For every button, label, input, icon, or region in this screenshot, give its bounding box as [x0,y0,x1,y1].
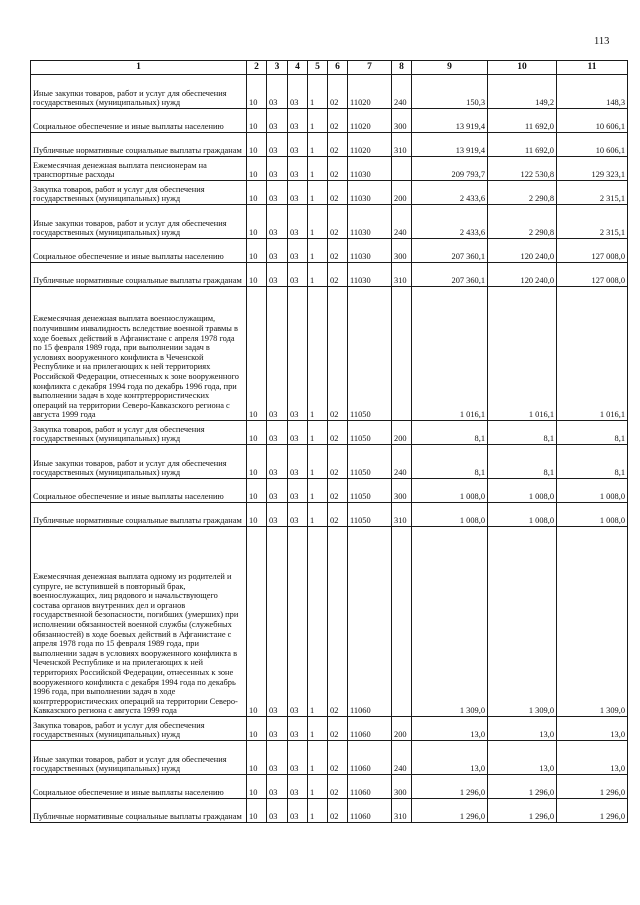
subsection-code: 03 [267,157,288,181]
subprogram-code: 1 [308,503,328,527]
program-code: 03 [288,109,308,133]
section-code: 10 [247,157,267,181]
amount-year-2: 11 692,0 [488,109,557,133]
subsection-code: 03 [267,109,288,133]
section-code: 10 [247,717,267,741]
amount-year-2: 13,0 [488,717,557,741]
item-name: Социальное обеспечение и иные выплаты населению [31,109,247,133]
measure-code: 02 [328,527,348,717]
expense-type-code [392,157,412,181]
amount-year-2: 8,1 [488,445,557,479]
amount-year-1: 13 919,4 [412,133,488,157]
expense-type-code: 300 [392,239,412,263]
table-body [31,75,628,823]
amount-year-3: 8,1 [557,445,628,479]
subprogram-code: 1 [308,799,328,823]
measure-code: 02 [328,775,348,799]
header-col-4: 4 [288,61,308,75]
measure-code: 02 [328,75,348,109]
expense-type-code: 310 [392,263,412,287]
program-code: 03 [288,421,308,445]
table-row [31,445,628,479]
item-name: Иные закупки товаров, работ и услуг для обеспечения государственных (муниципальных) нужд [31,75,247,109]
amount-year-2: 1 309,0 [488,527,557,717]
item-name: Публичные нормативные социальные выплаты гражданам [31,133,247,157]
amount-year-2: 1 016,1 [488,287,557,421]
direction-code: 11030 [348,181,392,205]
amount-year-2: 120 240,0 [488,263,557,287]
header-col-9: 9 [412,61,488,75]
subsection-code: 03 [267,181,288,205]
subsection-code: 03 [267,527,288,717]
direction-code: 11020 [348,133,392,157]
amount-year-3: 10 606,1 [557,109,628,133]
subsection-code: 03 [267,263,288,287]
subprogram-code: 1 [308,717,328,741]
section-code: 10 [247,287,267,421]
item-name: Иные закупки товаров, работ и услуг для обеспечения государственных (муниципальных) нужд [31,205,247,239]
item-name: Ежемесячная денежная выплата военнослужащим, получившим инвалидность вследствие военной травмы в ходе боевых действий в Афганистане с апреля 1978 года по 15 февраля 1989 года, при выполнении задач в условиях вооруженного конфликта в Чеченской Республике и на прилегающих к ней территориях Российской Федерации, отнесенных к зоне вооруженного конфликта с декабря 1994 года по декабрь 1996 года, при выполнении задач в ходе контртеррористических операций на территории Северо-Кавказского региона с августа 1999 года [31,287,247,421]
section-code: 10 [247,479,267,503]
subprogram-code: 1 [308,741,328,775]
subprogram-code: 1 [308,263,328,287]
amount-year-2: 13,0 [488,741,557,775]
subsection-code: 03 [267,717,288,741]
expense-type-code: 240 [392,75,412,109]
amount-year-3: 2 315,1 [557,205,628,239]
measure-code: 02 [328,287,348,421]
amount-year-1: 1 309,0 [412,527,488,717]
amount-year-1: 8,1 [412,445,488,479]
amount-year-2: 2 290,8 [488,205,557,239]
subsection-code: 03 [267,799,288,823]
table-row [31,205,628,239]
subprogram-code: 1 [308,287,328,421]
amount-year-3: 127 008,0 [557,263,628,287]
measure-code: 02 [328,239,348,263]
amount-year-1: 1 008,0 [412,479,488,503]
table-row [31,799,628,823]
subprogram-code: 1 [308,133,328,157]
subprogram-code: 1 [308,157,328,181]
table-row [31,503,628,527]
amount-year-2: 1 008,0 [488,479,557,503]
direction-code: 11030 [348,239,392,263]
direction-code: 11050 [348,421,392,445]
subprogram-code: 1 [308,479,328,503]
direction-code: 11060 [348,741,392,775]
table-row [31,741,628,775]
direction-code: 11020 [348,75,392,109]
amount-year-3: 127 008,0 [557,239,628,263]
subsection-code: 03 [267,75,288,109]
table-row [31,479,628,503]
subprogram-code: 1 [308,775,328,799]
amount-year-2: 122 530,8 [488,157,557,181]
amount-year-3: 1 016,1 [557,287,628,421]
measure-code: 02 [328,421,348,445]
subprogram-code: 1 [308,205,328,239]
amount-year-2: 2 290,8 [488,181,557,205]
direction-code: 11050 [348,445,392,479]
direction-code: 11020 [348,109,392,133]
expense-type-code: 200 [392,717,412,741]
direction-code: 11060 [348,799,392,823]
amount-year-2: 1 296,0 [488,775,557,799]
amount-year-3: 13,0 [557,741,628,775]
section-code: 10 [247,109,267,133]
expense-type-code: 300 [392,775,412,799]
direction-code: 11060 [348,717,392,741]
amount-year-1: 13,0 [412,717,488,741]
table-header-row [31,61,628,75]
program-code: 03 [288,775,308,799]
section-code: 10 [247,205,267,239]
measure-code: 02 [328,263,348,287]
table-row [31,527,628,717]
table-row [31,75,628,109]
section-code: 10 [247,75,267,109]
amount-year-1: 8,1 [412,421,488,445]
item-name: Социальное обеспечение и иные выплаты населению [31,775,247,799]
measure-code: 02 [328,133,348,157]
measure-code: 02 [328,109,348,133]
subsection-code: 03 [267,445,288,479]
page-number: 113 [594,36,610,47]
item-name: Закупка товаров, работ и услуг для обеспечения государственных (муниципальных) нужд [31,717,247,741]
section-code: 10 [247,421,267,445]
program-code: 03 [288,799,308,823]
item-name: Иные закупки товаров, работ и услуг для обеспечения государственных (муниципальных) нужд [31,445,247,479]
amount-year-1: 1 008,0 [412,503,488,527]
subsection-code: 03 [267,479,288,503]
table-row [31,263,628,287]
measure-code: 02 [328,741,348,775]
item-name: Публичные нормативные социальные выплаты гражданам [31,799,247,823]
program-code: 03 [288,205,308,239]
subprogram-code: 1 [308,181,328,205]
table-row [31,109,628,133]
program-code: 03 [288,239,308,263]
expense-type-code: 200 [392,421,412,445]
item-name: Закупка товаров, работ и услуг для обеспечения государственных (муниципальных) нужд [31,181,247,205]
header-col-8: 8 [392,61,412,75]
amount-year-3: 1 008,0 [557,503,628,527]
header-col-5: 5 [308,61,328,75]
direction-code: 11050 [348,479,392,503]
amount-year-1: 13,0 [412,741,488,775]
amount-year-2: 120 240,0 [488,239,557,263]
section-code: 10 [247,263,267,287]
subsection-code: 03 [267,133,288,157]
section-code: 10 [247,741,267,775]
measure-code: 02 [328,717,348,741]
section-code: 10 [247,799,267,823]
header-col-11: 11 [557,61,628,75]
subprogram-code: 1 [308,75,328,109]
amount-year-3: 10 606,1 [557,133,628,157]
measure-code: 02 [328,479,348,503]
program-code: 03 [288,527,308,717]
program-code: 03 [288,741,308,775]
amount-year-2: 1 296,0 [488,799,557,823]
program-code: 03 [288,717,308,741]
subsection-code: 03 [267,421,288,445]
program-code: 03 [288,75,308,109]
subprogram-code: 1 [308,239,328,263]
amount-year-3: 1 309,0 [557,527,628,717]
amount-year-1: 2 433,6 [412,205,488,239]
subprogram-code: 1 [308,109,328,133]
section-code: 10 [247,445,267,479]
amount-year-1: 207 360,1 [412,263,488,287]
amount-year-3: 8,1 [557,421,628,445]
amount-year-1: 207 360,1 [412,239,488,263]
header-col-3: 3 [267,61,288,75]
expense-type-code: 310 [392,799,412,823]
amount-year-2: 1 008,0 [488,503,557,527]
amount-year-3: 1 008,0 [557,479,628,503]
expense-type-code: 240 [392,205,412,239]
subsection-code: 03 [267,287,288,421]
table-row [31,239,628,263]
direction-code: 11030 [348,157,392,181]
section-code: 10 [247,181,267,205]
header-col-2: 2 [247,61,267,75]
amount-year-3: 2 315,1 [557,181,628,205]
amount-year-3: 1 296,0 [557,799,628,823]
subsection-code: 03 [267,239,288,263]
section-code: 10 [247,775,267,799]
program-code: 03 [288,445,308,479]
header-col-10: 10 [488,61,557,75]
measure-code: 02 [328,181,348,205]
measure-code: 02 [328,205,348,239]
table-row [31,157,628,181]
expense-type-code: 310 [392,133,412,157]
section-code: 10 [247,503,267,527]
item-name: Социальное обеспечение и иные выплаты населению [31,479,247,503]
subprogram-code: 1 [308,527,328,717]
program-code: 03 [288,503,308,527]
measure-code: 02 [328,157,348,181]
amount-year-2: 149,2 [488,75,557,109]
section-code: 10 [247,239,267,263]
item-name: Закупка товаров, работ и услуг для обеспечения государственных (муниципальных) нужд [31,421,247,445]
subsection-code: 03 [267,741,288,775]
direction-code: 11060 [348,527,392,717]
item-name: Публичные нормативные социальные выплаты гражданам [31,503,247,527]
expense-type-code: 240 [392,741,412,775]
amount-year-1: 13 919,4 [412,109,488,133]
amount-year-3: 129 323,1 [557,157,628,181]
expense-type-code [392,527,412,717]
table-row [31,421,628,445]
program-code: 03 [288,181,308,205]
header-col-1: 1 [31,61,247,75]
table-row [31,133,628,157]
subprogram-code: 1 [308,445,328,479]
subsection-code: 03 [267,775,288,799]
subsection-code: 03 [267,503,288,527]
program-code: 03 [288,263,308,287]
expense-type-code: 200 [392,181,412,205]
direction-code: 11050 [348,503,392,527]
subsection-code: 03 [267,205,288,239]
measure-code: 02 [328,799,348,823]
expense-type-code: 240 [392,445,412,479]
subprogram-code: 1 [308,421,328,445]
section-code: 10 [247,133,267,157]
item-name: Ежемесячная денежная выплата одному из родителей и супруге, не вступившей в повторный брак, военнослужащих, лиц рядового и начальствующего состава органов внутренних дел и органов государственной безопасности, погибших (умерших) при исполнении обязанностей военной службы (служебных обязанностей) в ходе боевых действий в Афганистане с апреля 1978 года по 15 февраля 1989 года, при выполнении задач в условиях вооруженного конфликта в Чеченской Республике и на прилегающих к ней территориях Российской Федерации, отнесенных к зоне вооруженного конфликта с декабря 1994 года по декабрь 1996 года, при выполнении задач в ходе контртеррористических операций на территории Северо-Кавказского региона с августа 1999 года [31,527,247,717]
budget-table [30,60,628,823]
table-row [31,181,628,205]
amount-year-2: 11 692,0 [488,133,557,157]
amount-year-1: 209 793,7 [412,157,488,181]
expense-type-code: 310 [392,503,412,527]
expense-type-code [392,287,412,421]
amount-year-3: 148,3 [557,75,628,109]
amount-year-1: 1 016,1 [412,287,488,421]
section-code: 10 [247,527,267,717]
program-code: 03 [288,133,308,157]
amount-year-3: 1 296,0 [557,775,628,799]
item-name: Иные закупки товаров, работ и услуг для обеспечения государственных (муниципальных) нужд [31,741,247,775]
table-row [31,287,628,421]
header-col-7: 7 [348,61,392,75]
direction-code: 11030 [348,205,392,239]
table-row [31,775,628,799]
item-name: Социальное обеспечение и иные выплаты населению [31,239,247,263]
program-code: 03 [288,287,308,421]
expense-type-code: 300 [392,479,412,503]
direction-code: 11050 [348,287,392,421]
table-row [31,717,628,741]
direction-code: 11060 [348,775,392,799]
item-name: Ежемесячная денежная выплата пенсионерам на транспортные расходы [31,157,247,181]
item-name: Публичные нормативные социальные выплаты гражданам [31,263,247,287]
measure-code: 02 [328,503,348,527]
header-col-6: 6 [328,61,348,75]
amount-year-1: 2 433,6 [412,181,488,205]
program-code: 03 [288,157,308,181]
amount-year-1: 150,3 [412,75,488,109]
amount-year-3: 13,0 [557,717,628,741]
program-code: 03 [288,479,308,503]
amount-year-1: 1 296,0 [412,799,488,823]
amount-year-2: 8,1 [488,421,557,445]
measure-code: 02 [328,445,348,479]
amount-year-1: 1 296,0 [412,775,488,799]
direction-code: 11030 [348,263,392,287]
expense-type-code: 300 [392,109,412,133]
